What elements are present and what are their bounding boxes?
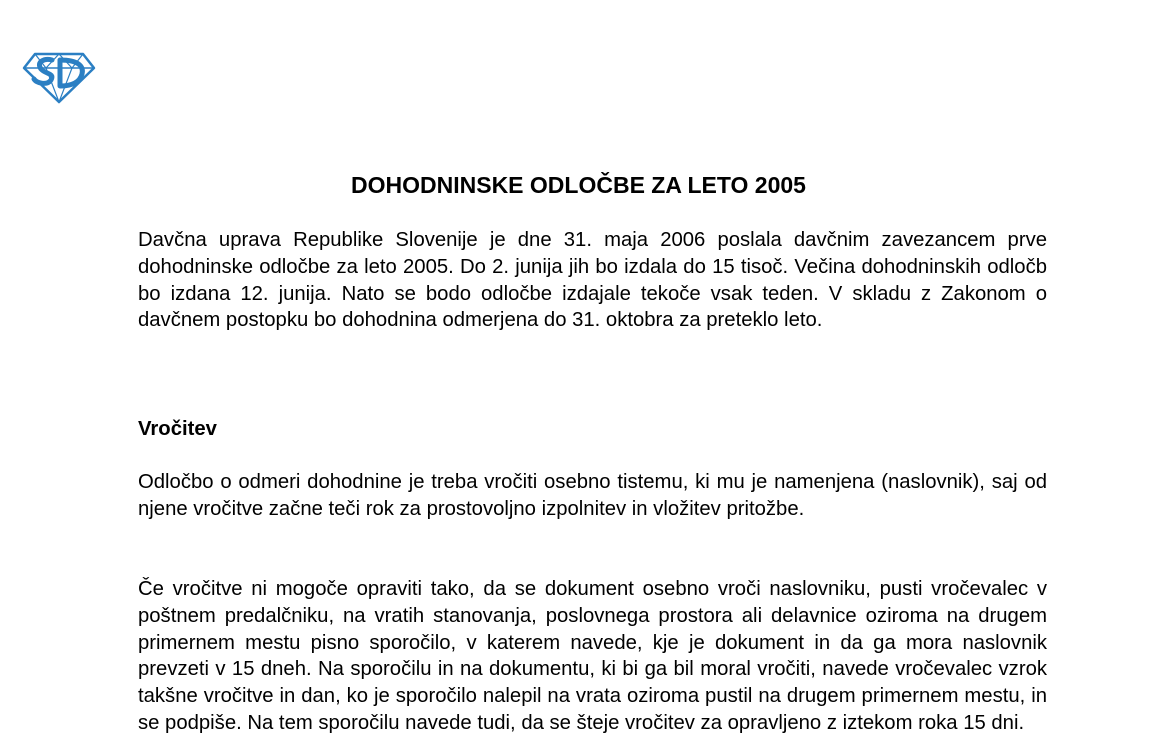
logo bbox=[22, 50, 96, 104]
delivery-paragraph-2: Če vročitve ni mogoče opraviti tako, da se dokument osebno vroči naslovniku, pusti vročevalec v poštnem predalčniku, na vratih stanovanja, poslovnega prostora ali delavnice oziroma na drugem primernem mestu pisno sporočilo, v katerem navede, kje je dokument in da ga mora naslovnik prevzeti v 15 dneh. Na sporočilu in na dokumentu, ki bi ga bil moral vročiti, navede vročevalec vzrok takšne vročitve in dan, ko je sporočilo nalepil na vrata oziroma pustil na drugem primernem mestu, in se podpiše. Na tem sporočilu navede tudi, da se šteje vročitev za opravljeno z iztekom roka 15 dni. bbox=[138, 578, 1047, 734]
diamond-logo-icon bbox=[22, 50, 96, 104]
intro-paragraph: Davčna uprava Republike Slovenije je dne 31. maja 2006 poslala davčnim zavezancem prve dohodninske odločbe za leto 2005. Do 2. junija jih bo izdala do 15 tisoč. Večina dohodninskih odločb bo izdana 12. junija. Nato se bodo odločbe izdajale tekoče vsak teden. V skladu z Zakonom o davčnem postopku bo dohodnina odmerjena do 31. oktobra za preteklo leto. bbox=[138, 229, 1047, 332]
section-heading: Vročitev bbox=[138, 418, 217, 440]
document-title: DOHODNINSKE ODLOČBE ZA LETO 2005 bbox=[351, 172, 806, 198]
delivery-paragraph-1: Odločbo o odmeri dohodnine je treba vročiti osebno tistemu, ki mu je namenjena (naslovnik), saj od njene vročitve začne teči rok za prostovoljno izpolnitev in vložitev pritožbe. bbox=[138, 471, 1047, 520]
